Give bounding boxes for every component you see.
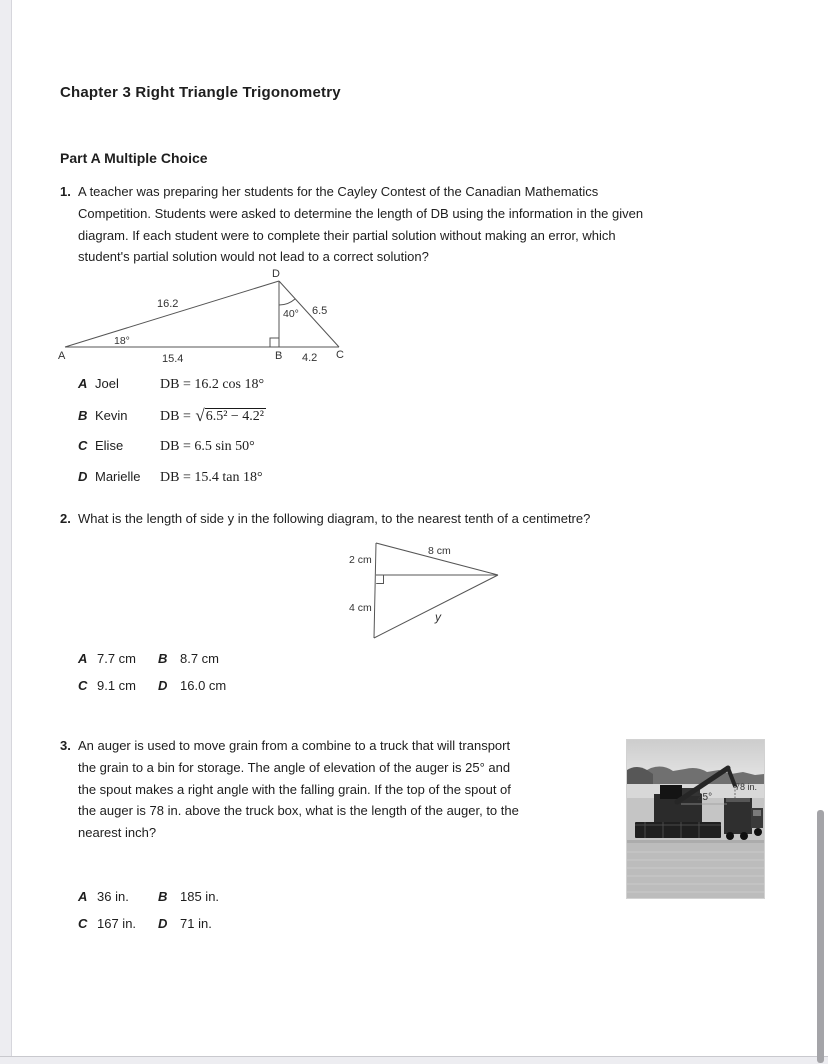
- question-1-text-line: Competition. Students were asked to determine the length of DB using the information in the given: [78, 205, 644, 221]
- diagram1-side-ad-label: 16.2: [157, 298, 179, 310]
- formula-prefix: DB =: [160, 409, 195, 424]
- option-value: 7.7 cm: [97, 651, 137, 666]
- option-name: Elise: [95, 438, 124, 453]
- photo-crop-edge: [627, 840, 764, 843]
- question-3-text-line: the auger is 78 in. above the truck box, what is the length of the auger, to the: [78, 803, 519, 819]
- question-1-number: 1.: [60, 184, 71, 199]
- option-formula: DB = 6.5 sin 50°: [160, 439, 255, 454]
- q2-options-row-2: [78, 678, 226, 693]
- diagram2-top-side-label: 8 cm: [428, 545, 451, 557]
- option-formula: DB = 16.2 cos 18°: [160, 377, 265, 392]
- option-letter: A: [78, 376, 88, 391]
- diagram1-vertex-d-label: D: [272, 268, 280, 280]
- question-2-number: 2.: [60, 511, 71, 526]
- diagram1-angle-d-label: 40°: [283, 308, 299, 320]
- combine-cab: [660, 785, 682, 799]
- diagram2-lower-left-label: 4 cm: [349, 602, 372, 614]
- diagram1-side-bc-label: 4.2: [302, 352, 318, 364]
- q3-options-row-2: [78, 916, 212, 931]
- question-3-text-line: An auger is used to move grain from a combine to a truck that will transport: [78, 738, 511, 753]
- question-3-number: 3.: [60, 738, 71, 753]
- option-letter: C: [78, 678, 88, 693]
- diagram2-upper-left-label: 2 cm: [349, 554, 372, 566]
- option-value: 8.7 cm: [180, 651, 220, 666]
- diagram2-right-angle-mark: [376, 576, 383, 584]
- q2-options-row-1: [78, 651, 219, 666]
- diagram1-angle-arc: [279, 299, 295, 305]
- option-value: 9.1 cm: [97, 678, 137, 693]
- truck-wheel: [726, 832, 734, 840]
- option-letter: D: [158, 916, 168, 931]
- photo-angle-label: 25°: [697, 792, 713, 803]
- q1-option-c: [78, 438, 255, 455]
- option-value: 167 in.: [97, 916, 137, 931]
- question-2-text: What is the length of side y in the following diagram, to the nearest tenth of a centimetre?: [78, 511, 591, 526]
- section-heading: Part A Multiple Choice: [60, 150, 208, 166]
- option-value: 71 in.: [180, 916, 212, 931]
- question-2-triangle-diagram: [330, 538, 510, 646]
- question-3-combine-photo: [626, 739, 765, 899]
- option-letter: B: [158, 651, 168, 666]
- question-3: [60, 735, 620, 844]
- diagram1-side-ab-label: 15.4: [162, 353, 184, 365]
- diagram1-angle-a-label: 18°: [114, 335, 130, 347]
- option-value: 185 in.: [180, 889, 220, 904]
- option-letter: D: [78, 469, 88, 484]
- question-2: [60, 508, 800, 530]
- option-name: Kevin: [95, 408, 128, 423]
- q1-option-a: [78, 376, 264, 393]
- diagram1-hypotenuse-ad: [65, 281, 279, 347]
- q1-option-b: [78, 405, 266, 425]
- vertical-scrollbar-thumb[interactable]: [817, 810, 824, 1063]
- truck-wheel: [754, 828, 762, 836]
- truck-wheel: [740, 832, 748, 840]
- truck-trailer-rim: [726, 798, 750, 802]
- formula-radicand: 6.5² − 4.2²: [205, 409, 264, 424]
- photo-foreground-field: [627, 840, 764, 898]
- option-name: Joel: [95, 376, 119, 391]
- question-3-text-line: the spout makes a right angle with the falling grain. If the top of the spout of: [78, 781, 511, 797]
- option-letter: A: [78, 651, 88, 666]
- option-letter: C: [78, 438, 88, 453]
- question-3-text-line: nearest inch?: [78, 825, 157, 841]
- diagram2-left-side: [374, 543, 376, 638]
- viewer-left-gutter: [0, 0, 12, 1063]
- question-1-text-line: A teacher was preparing her students for the Cayley Contest of the Canadian Mathematics: [78, 184, 599, 199]
- question-1: [60, 181, 775, 268]
- question-3-text-line: the grain to a bin for storage. The angle of elevation of the auger is 25° and: [78, 759, 511, 775]
- truck-trailer: [724, 798, 752, 834]
- option-letter: B: [78, 408, 88, 423]
- q3-options-row-1: [78, 889, 219, 904]
- option-letter: A: [78, 889, 88, 904]
- option-name: Marielle: [95, 469, 141, 484]
- diagram2-unknown-side: [374, 575, 498, 638]
- diagram1-right-angle-mark: [270, 338, 279, 347]
- question-1-text-line: diagram. If each student were to complete their partial solution without making an error, which: [78, 227, 616, 243]
- option-letter: D: [158, 678, 168, 693]
- option-letter: C: [78, 916, 88, 931]
- option-value: 16.0 cm: [180, 678, 227, 693]
- question-1-triangle-diagram: [50, 265, 350, 365]
- diagram1-vertex-b-label: B: [275, 350, 283, 362]
- photo-height-label: 78 in.: [735, 782, 758, 792]
- option-value: 36 in.: [97, 889, 129, 904]
- diagram1-side-dc-label: 6.5: [312, 305, 328, 317]
- combine-header: [635, 822, 721, 838]
- option-letter: B: [158, 889, 168, 904]
- truck-window: [753, 810, 761, 816]
- radical-sign: √: [195, 406, 205, 425]
- diagram1-vertex-c-label: C: [336, 349, 344, 361]
- diagram2-unknown-side-label: y: [435, 610, 441, 624]
- option-formula: DB = 15.4 tan 18°: [160, 470, 263, 485]
- option-formula: [160, 405, 266, 425]
- q1-option-d: [78, 469, 263, 486]
- diagram1-vertex-a-label: A: [58, 350, 66, 362]
- page-title: Chapter 3 Right Triangle Trigonometry: [60, 84, 341, 101]
- question-1-text-line: student's partial solution would not lead to a correct solution?: [78, 249, 429, 265]
